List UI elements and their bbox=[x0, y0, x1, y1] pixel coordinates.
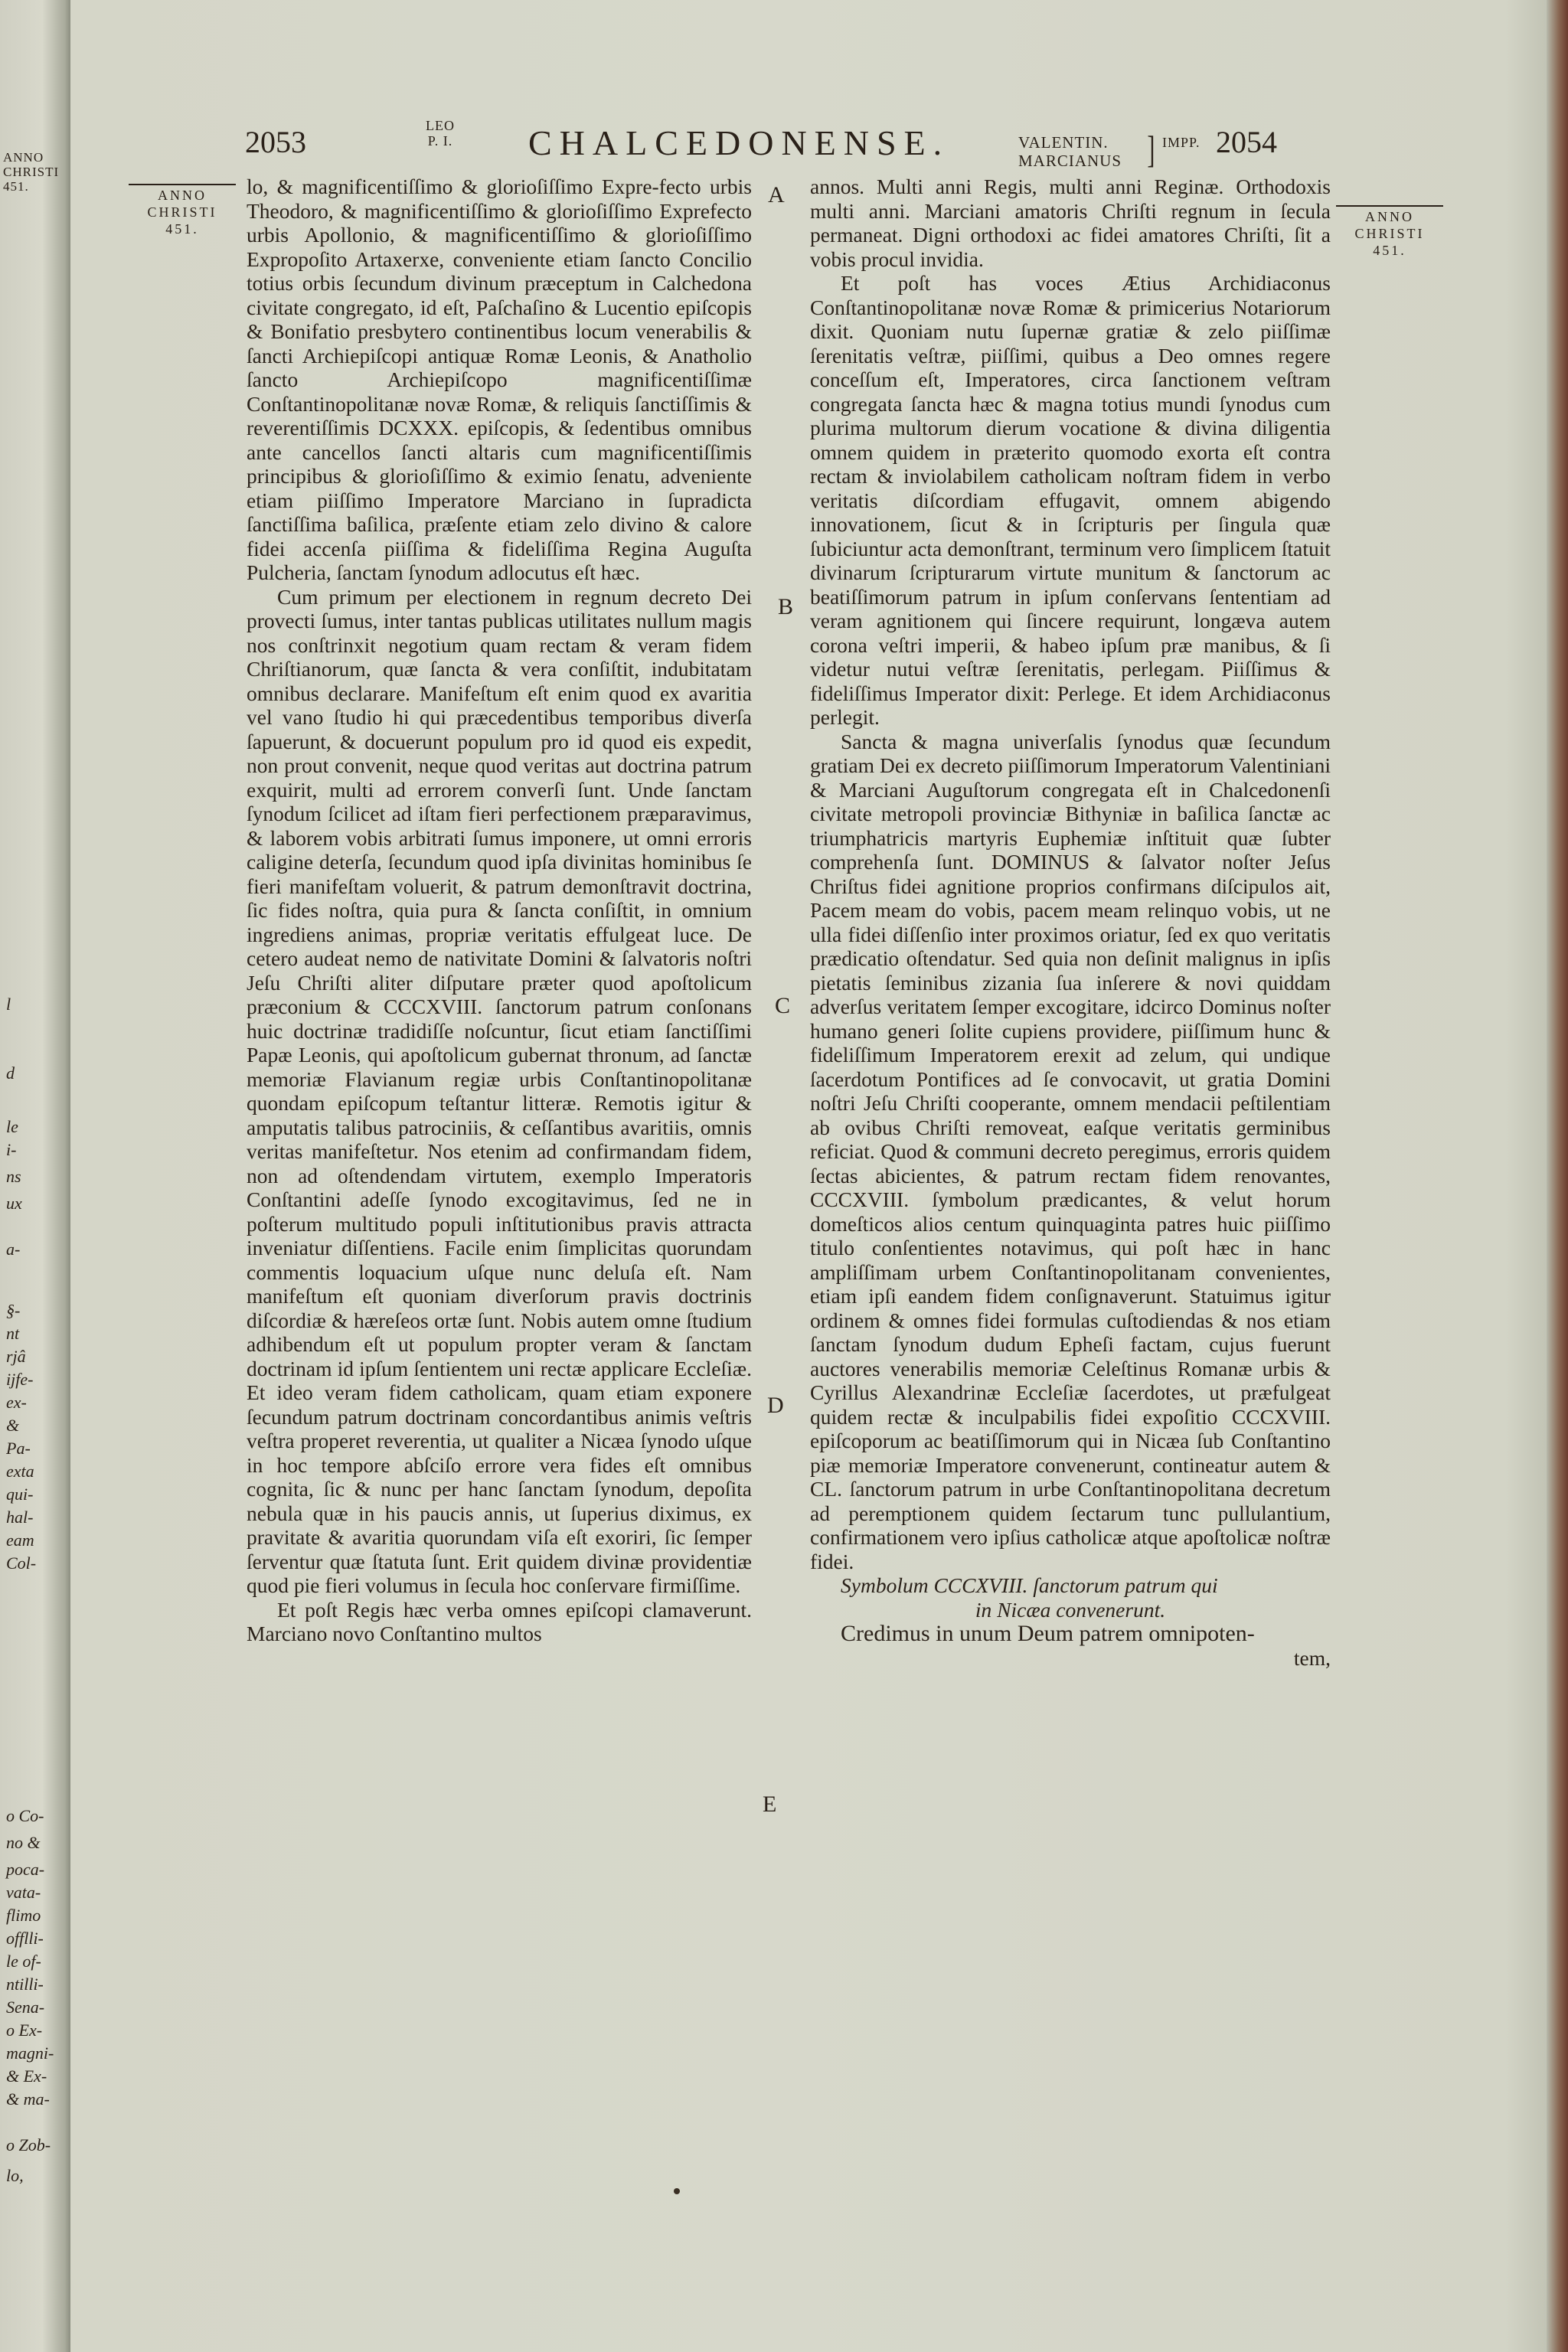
previous-page-fragment: ex- bbox=[6, 1393, 27, 1412]
symbol-heading-continued: in Nicæa convenerunt. bbox=[975, 1597, 1166, 1622]
section-letter-c: C bbox=[775, 993, 791, 1018]
paragraph: Cum primum per electionem in regnum decreto Dei provecti ſumus, inter tantas publicas utilitates nullum magis nos conſtrinxit negotium quam rectam & veram fidem Chriſtianorum, quæ ſancta & vera conſiſtit, indubitatam omnibus declarare. Manifeſtum eſt enim quod ex avaritia vel vano ſtudio hi qui præcedentibus temporibus diverſa ſapuerunt, & docuerunt populum pro id quod eis expedit, non prout convenit, neque quod veritas aut doctrina patrum exquirit, multi ad errorem converſi ſunt. Unde ſanctam ſynodum ſcilicet ad iſtam fieri perfectionem præparavimus, & laborem vobis arbitrati ſumus imponere, ut omni erroris caligine deterſa, ſecundum quod ipſa divinitas hominibus ſe fieri manifeſtam voluerit, & patrum demonſtravit doctrina, ſic fides noſtra, quia pura & ſancta conſiſtit, in omnium ingrediens animas, propriæ veritatis effulgeat luce. De cetero audeat nemo de nativitate Domini & ſalvatoris noſtri Jeſu Chriſti aliter diſputare præter quod apoſtolicum præconium & CCCXVIII. ſanctorum patrum conſonans huic doctrinæ tradidiſſe noſcuntur, ſicut etiam ſanctiſſimi Papæ Leonis, qui apoſtolicum gubernat thronum, ad ſanctæ memoriæ Flavianum regiæ urbis Conſtantinopolitanæ quondam epiſcopum teſtantur litteræ. Remotis igitur & amputatis talibus patrociniis, & ceſſantibus avaritiis, omnis veritas manifeſtetur. Nos etenim ad confirmandam fidem, non ad oſtendendam virtutem, exemplo Imperatoris Conſtantini adeſſe ſynodo excogitavimus, ſed ne in poſterum multitudo populi inſtitutionibus pravis attracta inveniatur diſſentiens. Facile enim ſimplicitas quorundam commentis loquacium uſque nunc deluſa eſt. Nam manifeſtum eſt quoniam diverſorum pravis doctrinis diſcordiæ & hæreſeos ortæ ſunt. Nobis autem omne ſtudium adhibendum eſt ut populum propter veram & ſanctam doctrinam id ipſum ſentientem uni rectæ applicare Eccleſiæ. Et ideo veram fidem catholicam, quam etiam exponere ſecundum patrum doctrinam concordantibus animis veſtris veſtra properet reverentia, ut qualiter a Nicæa ſynodo uſque in hoc tempore abſciſo errore vera fides eſt omnibus cognita, ſic & nunc per hanc ſanctam ſynodum, depoſita nebula quæ in his paucis annis, ut ſuperius diximus, ex pravitate & avaritia quorundam viſa eſt exoriri, ſic ſemper ſerventur quæ ſtatuta ſunt. Erit quidem divinæ providentiæ quod pie fieri volumus in ſecula hoc conſervare firmiſſime. bbox=[247, 584, 752, 1597]
book-cover-edge bbox=[1547, 0, 1568, 2352]
credo-line-end: tem, bbox=[1293, 1645, 1331, 1670]
ink-dot bbox=[674, 2188, 680, 2194]
margin-note-right: ANNO CHRISTI 451. bbox=[1336, 205, 1443, 259]
section-letter-d: D bbox=[767, 1393, 784, 1418]
previous-page-fragment: flimo bbox=[6, 1906, 41, 1925]
paragraph: annos. Multi anni Regis, multi anni Reginæ. Orthodoxis multi anni. Marciani amatoris Chriſti regnum in ſecula permaneat. Digni orthodoxi ac fidei amatores Chriſti, ſit a vobis procul invidia. bbox=[810, 175, 1331, 271]
previous-page-fragment: nt bbox=[6, 1324, 20, 1343]
margin-rule bbox=[1336, 205, 1443, 207]
previous-page-fragment: ijfe- bbox=[6, 1370, 34, 1389]
previous-page-fragment: qui- bbox=[6, 1485, 34, 1504]
previous-page-fragment: a- bbox=[6, 1240, 21, 1259]
previous-page-fragment: le of- bbox=[6, 1952, 41, 1971]
margin-rule bbox=[129, 184, 236, 185]
emperors-label: VALENTIN. MARCIANUS bbox=[1018, 133, 1122, 170]
previous-page-fragment: exta bbox=[6, 1462, 34, 1481]
previous-page-fragment: §- bbox=[6, 1301, 21, 1320]
previous-page-fragment: o Co- bbox=[6, 1806, 44, 1825]
impp-label: IMPP. bbox=[1162, 135, 1200, 150]
previous-page-fragment: & ma- bbox=[6, 2089, 50, 2109]
previous-page-fragment: hal- bbox=[6, 1508, 34, 1527]
credo-line: Credimus in unum Deum patrem omnipoten- bbox=[841, 1621, 1255, 1646]
previous-page-fragment: ns bbox=[6, 1167, 21, 1186]
page-number-left: 2053 bbox=[245, 125, 306, 159]
previous-page-fragment: o Zob- bbox=[6, 2135, 51, 2154]
margin-note-left: ANNO CHRISTI 451. bbox=[129, 184, 236, 237]
pope-label: LEO P. I. bbox=[426, 118, 455, 149]
previous-page-fragment: le bbox=[6, 1117, 18, 1136]
previous-page-fragment: ntilli- bbox=[6, 1975, 44, 1994]
previous-page-fragment: Sena- bbox=[6, 1998, 45, 2017]
page-number-right: 2054 bbox=[1216, 125, 1277, 159]
running-header bbox=[245, 115, 1302, 171]
previous-page-fragment: l bbox=[6, 995, 11, 1014]
paragraph: Et poſt has voces Ætius Archidiaconus Conſtantinopolitanæ novæ Romæ & primicerius Notariorum dixit. Quoniam nutu ſupernæ gratiæ & zelo piiſſimæ ſerenitatis veſtræ, piiſſimi, quibus a Deo omnes regere conceſſum eſt, Imperatores, circa ſanctionem veſtram congregata ſancta hæc & magna totius mundi ſynodus cum plurima multorum dierum vocatione & divina diligentia omnem quidem in præterito quomodo exorta eſt contra rectam & inviolabilem catholicam noſtram fidem in verbo veritatis diſcordiam effugavit, omnem abigendo innovationem, ſicut & in ſcripturis per ſingula quæ ſubiciuntur acta demonſtrant, terminum vero ſimplicem ſtatuit divinarum ſcripturarum virtute munitum & ſanctorum ac beatiſſimorum patrum in ipſum conſervans ſententiam ad veram agnitionem qui ſincere requirunt, longæva autem corona veſtri imperii, & habeo ipſum præ manibus, & ſi videtur nutui veſtræ ſerenitatis, perlegam. Piiſſimus & fideliſſimus Imperator dixit: Perlege. Et idem Archidiaconus perlegit. bbox=[810, 271, 1331, 729]
previous-page-fragment: magni- bbox=[6, 2043, 54, 2063]
previous-page-fragment: rjâ bbox=[6, 1347, 26, 1366]
previous-page-margin bbox=[0, 0, 70, 2352]
left-text-column bbox=[247, 175, 752, 1646]
previous-page-fragment: lo, bbox=[6, 2166, 24, 2185]
section-letter-e: E bbox=[763, 1792, 777, 1817]
previous-page-fragment: ux bbox=[6, 1194, 22, 1213]
previous-page-fragment: Pa- bbox=[6, 1439, 31, 1458]
previous-page-fragment: eam bbox=[6, 1530, 34, 1550]
previous-page-fragment: no & bbox=[6, 1833, 41, 1852]
section-letter-a: A bbox=[768, 182, 785, 207]
right-text-column bbox=[810, 175, 1331, 1670]
previous-page-fragment: vata- bbox=[6, 1883, 41, 1902]
bracket-glyph: ] bbox=[1147, 128, 1155, 171]
previous-page-fragment: Col- bbox=[6, 1553, 37, 1573]
previous-page-fragment: & Ex- bbox=[6, 2066, 47, 2086]
page-title: CHALCEDONENSE. bbox=[528, 123, 950, 162]
symbol-heading: Symbolum CCCXVIII. ſanctorum patrum qui bbox=[841, 1573, 1218, 1597]
previous-page-fragment: poca- bbox=[6, 1860, 45, 1879]
previous-page-fragment: d bbox=[6, 1063, 15, 1083]
previous-page-fragment: & bbox=[6, 1416, 20, 1435]
paragraph: Sancta & magna univerſalis ſynodus quæ ſecundum gratiam Dei ex decreto piiſſimorum Imperatorum Valentiniani & Marciani Auguſtorum congregata eſt in Chalcedonenſi civitate metropoli provinciæ Bithyniæ in baſilica ſanctæ ac triumphatricis martyris Euphemiæ inſtituit quæ ſubter comprehenſa ſunt. DOMINUS & ſalvator noſter Jeſus Chriſtus fidei agnitione proprios confirmans diſcipulos ait, Pacem meam do vobis, pacem meam relinquo vobis, ut ne ulla fidei diſſenſio inter proximos oriatur, ſed ex quo veritatis prædicatio oſtendatur. Sed quia non deſinit malignus in ipſis pietatis ſeminibus zizania ſua inſerere & novi quiddam adverſus veritatem ſemper excogitare, idcirco Dominus noſter humano generi ſolite cupiens providere, piiſſimum hunc & fideliſſimum Imperatorem erexit ad zelum, qui undique ſacerdotum Pontifices ad ſe convocavit, ut gratia Domini noſtri Jeſu Chriſti cooperante, omnem mendacii peſtilentiam ab ovibus Chriſti removeat, eaſque veritatis germinibus reficiat. Quod & communi decreto peregimus, erroris quidem ſectas abicientes, & patrum rectam fidem renovantes, CCCXVIII. ſymbolum prædicantes, & velut horum domeſticos alios centum quinquaginta patres huic piiſſimo titulo conſentientes notavimus, qui poſt hæc in hanc ampliſſimam urbem Conſtantinopolitanam convenientes, etiam ipſi eandem fidem conſignaverunt. Statuimus igitur ordinem & omnes fidei formulas cuſtodiendas & nos etiam ſanctam ſynodum dudum Epheſi factam, cujus fuerunt auctores venerabilis memoriæ Celeſtinus Romanæ urbis & Cyrillus Alexandrinæ Eccleſiæ ſacerdotes, ut præfulgeat quidem rectæ & inculpabilis fidei expoſitio CCCXVIII. epiſcoporum ac beatiſſimorum qui in Nicæa ſub Conſtantino piæ memoriæ Imperatore convenerunt, contineatur autem & CL. ſanctorum patrum in urbe Conſtantinopolitana decretum ad peremptionem quidem ſectarum tunc pullulantium, confirmationem vero ipſius catholicæ atque apoſtolicæ noſtræ fidei. bbox=[810, 729, 1331, 1573]
paragraph: lo, & magnificentiſſimo & glorioſiſſimo Expre-fecto urbis Theodoro, & magnificentiſſimo & glorioſiſſimo Exprefecto urbis Apollonio, & magnificentiſſimo & glorioſiſſimo Expropoſito Artaxerxe, conveniente etiam ſancto Concilio totius orbis ſecundum divinum præceptum in Calchedona civitate congregato, id eſt, Paſchaſino & Lucentio epiſcopis & Bonifatio presbytero continentibus locum venerabilis & ſancti Archiepiſcopi antiquæ Romæ Leonis, & Anatholio ſancto Archiepiſcopo magnificentiſſimæ Conſtantinopolitanæ novæ Romæ, & reliquis ſanctiſſimis & reverentiſſimis DCXXX. epiſcopis, & ſedentibus omnibus ante cancellos ſancti altaris cum magnificentiſſimis principibus & glorioſiſſimo & eximio ſenatu, adveniente etiam piiſſimo Imperatore Marciano in ſupradicta ſanctiſſima baſilica, præſente etiam zelo divino & calore fidei accenſa piiſſima & fideliſſima Regina Auguſta Pulcheria, ſanctam ſynodum adlocutus eſt hæc. bbox=[247, 175, 752, 584]
previous-page-fragment: i- bbox=[6, 1140, 17, 1159]
paragraph: Et poſt Regis hæc verba omnes epiſcopi clamaverunt. Marciano novo Conſtantino multos bbox=[247, 1597, 752, 1645]
previous-page-fragment: o Ex- bbox=[6, 2020, 43, 2040]
section-letter-b: B bbox=[778, 594, 794, 619]
previous-page-fragment: offlli- bbox=[6, 1929, 44, 1948]
previous-page-margin-note: ANNO CHRISTI 451. bbox=[3, 150, 60, 194]
